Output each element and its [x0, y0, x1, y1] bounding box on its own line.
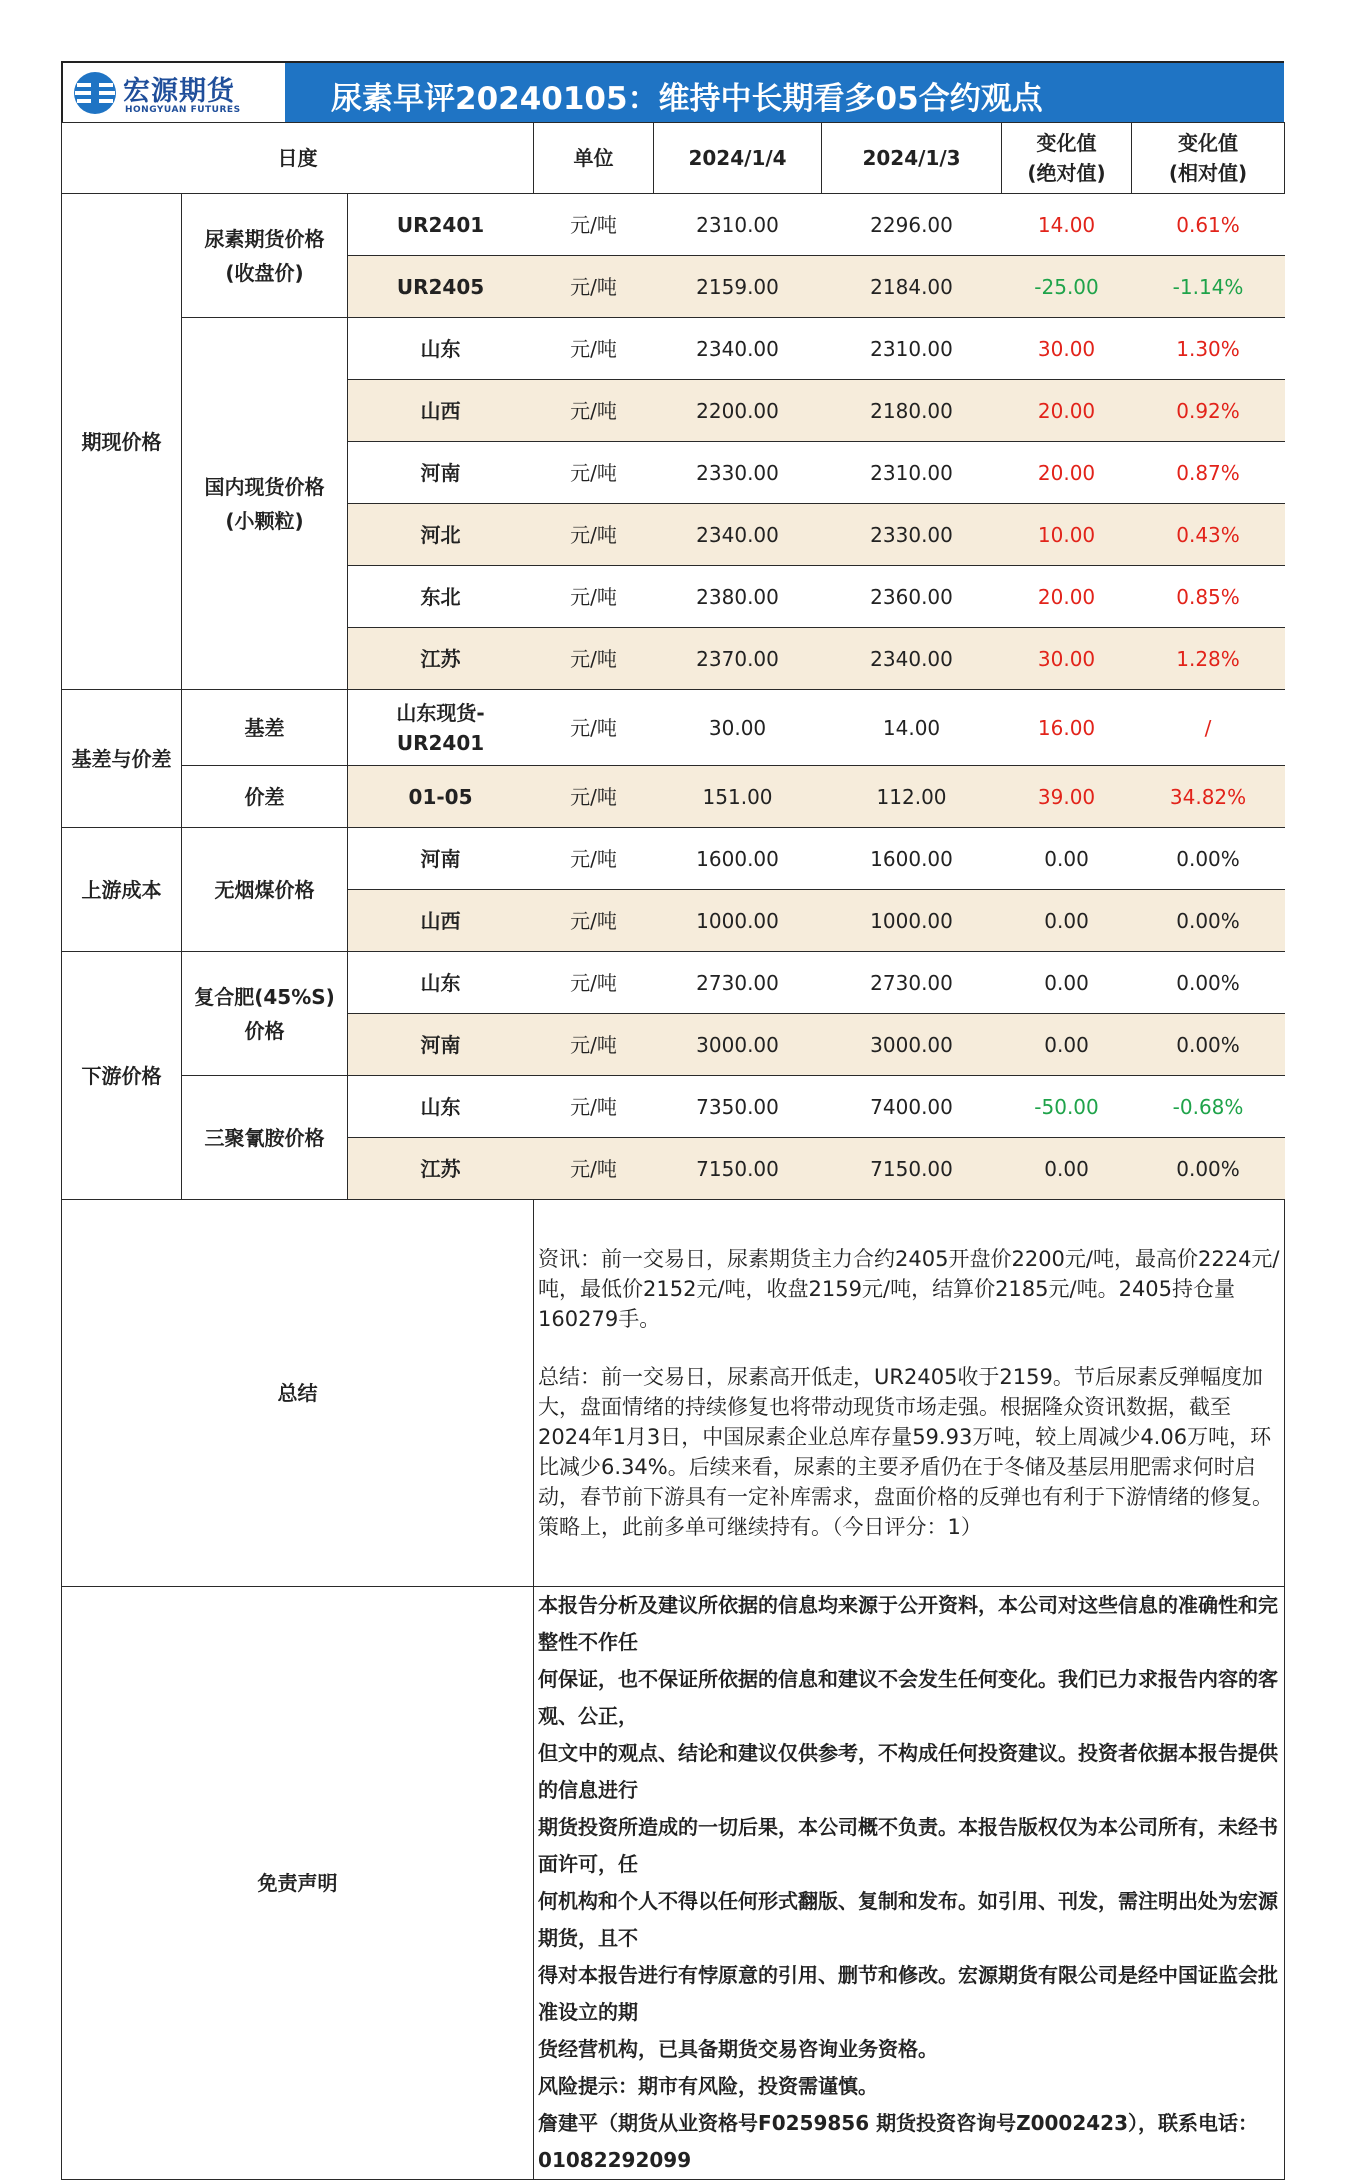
row-unit: 元/吨: [534, 318, 654, 380]
row-value-2: 2296.00: [822, 194, 1002, 256]
row-value-2: 2360.00: [822, 566, 1002, 628]
row-item: 东北: [348, 566, 534, 628]
row-value-1: 2380.00: [654, 566, 822, 628]
row-change-rel: /: [1132, 690, 1285, 766]
row-unit: 元/吨: [534, 1076, 654, 1138]
row-value-1: 3000.00: [654, 1014, 822, 1076]
summary-label: 总结: [62, 1200, 534, 1587]
row-change-rel: 34.82%: [1132, 766, 1285, 828]
disclaimer-line: 詹建平（期货从业资格号F0259856 期货投资咨询号Z0002423），联系电话：01082292099: [538, 2111, 1258, 2172]
summary-row: [62, 1200, 1285, 1587]
row-value-1: 2159.00: [654, 256, 822, 318]
disclaimer-line: 本报告分析及建议所依据的信息均来源于公开资料，本公司对这些信息的准确性和完整性不作任: [538, 1593, 1279, 1654]
row-change-abs: 20.00: [1002, 380, 1132, 442]
row-change-abs: -50.00: [1002, 1076, 1132, 1138]
col-date-1: 2024/1/4: [654, 123, 822, 194]
row-item: 河南: [348, 1014, 534, 1076]
col-date: 日度: [62, 123, 534, 194]
row-change-abs: 30.00: [1002, 318, 1132, 380]
row-change-rel: 1.30%: [1132, 318, 1285, 380]
col-change-rel: 变化值 (相对值): [1132, 123, 1285, 194]
row-item: 山东现货- UR2401: [348, 690, 534, 766]
row-value-2: 2330.00: [822, 504, 1002, 566]
group-fert: 复合肥(45%S) 价格: [182, 952, 348, 1076]
group-spot: 国内现货价格 (小颗粒): [182, 318, 348, 690]
row-value-1: 151.00: [654, 766, 822, 828]
table-row: [62, 952, 1285, 1014]
table-row: [62, 690, 1285, 766]
disclaimer-line: 得对本报告进行有悖原意的引用、删节和修改。宏源期货有限公司是经中国证监会批准设立的期: [538, 1963, 1279, 2024]
row-item: 山东: [348, 952, 534, 1014]
table-row: [62, 766, 1285, 828]
group-spread: 价差: [182, 766, 348, 828]
row-unit: 元/吨: [534, 194, 654, 256]
row-unit: 元/吨: [534, 890, 654, 952]
row-item: 山东: [348, 318, 534, 380]
row-change-abs: 0.00: [1002, 890, 1132, 952]
row-change-rel: 0.92%: [1132, 380, 1285, 442]
row-change-abs: 14.00: [1002, 194, 1132, 256]
row-unit: 元/吨: [534, 828, 654, 890]
row-change-rel: -0.68%: [1132, 1076, 1285, 1138]
row-change-rel: 0.87%: [1132, 442, 1285, 504]
row-item: 山西: [348, 380, 534, 442]
row-item: 山西: [348, 890, 534, 952]
row-change-abs: 20.00: [1002, 566, 1132, 628]
row-value-2: 2310.00: [822, 442, 1002, 504]
company-logo: [67, 67, 283, 121]
row-value-2: 1000.00: [822, 890, 1002, 952]
row-value-2: 1600.00: [822, 828, 1002, 890]
row-item: 01-05: [348, 766, 534, 828]
row-unit: 元/吨: [534, 504, 654, 566]
row-change-rel: 0.00%: [1132, 952, 1285, 1014]
col-unit: 单位: [534, 123, 654, 194]
section-basis: 基差与价差: [62, 690, 182, 828]
row-item: 江苏: [348, 628, 534, 690]
row-value-1: 1000.00: [654, 890, 822, 952]
row-change-abs: 0.00: [1002, 952, 1132, 1014]
summary-conclusion: 总结：前一交易日，尿素高开低走，UR2405收于2159。节后尿素反弹幅度加大，盘面情绪的持续修复也将带动现货市场走强。根据隆众资讯数据，截至2024年1月3日，中国尿素企业总库存量59.93万吨，较上周减少4.06万吨，环比减少6.34%。后续来看，尿素的主要矛盾仍在于冬储及基层用肥需求何时启动，春节前下游具有一定补库需求，盘面价格的反弹也有利于下游情绪的修复。策略上，此前多单可继续持有。（今日评分：1）: [538, 1365, 1274, 1539]
row-change-rel: 0.00%: [1132, 1014, 1285, 1076]
table-row: [62, 828, 1285, 890]
row-change-rel: 1.28%: [1132, 628, 1285, 690]
disclaimer-line: 期货投资所造成的一切后果，本公司概不负责。本报告版权仅为本公司所有，未经书面许可，任: [538, 1815, 1279, 1876]
row-change-abs: 30.00: [1002, 628, 1132, 690]
row-change-abs: 0.00: [1002, 828, 1132, 890]
header-bar: [61, 61, 1284, 123]
report-title: 尿素早评20240105：维持中长期看多05合约观点: [331, 81, 1043, 117]
row-value-2: 7400.00: [822, 1076, 1002, 1138]
row-value-2: 7150.00: [822, 1138, 1002, 1200]
row-item: 河北: [348, 504, 534, 566]
row-unit: 元/吨: [534, 690, 654, 766]
row-value-1: 2730.00: [654, 952, 822, 1014]
disclaimer-line: 何保证，也不保证所依据的信息和建议不会发生任何变化。我们已力求报告内容的客观、公正，: [538, 1667, 1279, 1728]
row-change-abs: -25.00: [1002, 256, 1132, 318]
row-value-2: 2730.00: [822, 952, 1002, 1014]
disclaimer-row: [62, 1587, 1285, 2180]
row-change-abs: 0.00: [1002, 1138, 1132, 1200]
row-unit: 元/吨: [534, 628, 654, 690]
row-change-rel: 0.00%: [1132, 890, 1285, 952]
row-change-abs: 0.00: [1002, 1014, 1132, 1076]
row-item: 山东: [348, 1076, 534, 1138]
section-downstream: 下游价格: [62, 952, 182, 1200]
row-value-1: 2200.00: [654, 380, 822, 442]
row-item: 河南: [348, 828, 534, 890]
disclaimer-label: 免责声明: [62, 1587, 534, 2180]
row-item: UR2401: [348, 194, 534, 256]
row-value-1: 2310.00: [654, 194, 822, 256]
group-basis: 基差: [182, 690, 348, 766]
row-value-2: 2184.00: [822, 256, 1002, 318]
header-row: [62, 123, 1285, 194]
group-coal: 无烟煤价格: [182, 828, 348, 952]
row-unit: 元/吨: [534, 442, 654, 504]
row-unit: 元/吨: [534, 766, 654, 828]
row-change-rel: -1.14%: [1132, 256, 1285, 318]
group-futures: 尿素期货价格 (收盘价): [182, 194, 348, 318]
group-melamine: 三聚氰胺价格: [182, 1076, 348, 1200]
row-change-rel: 0.00%: [1132, 828, 1285, 890]
row-unit: 元/吨: [534, 1014, 654, 1076]
row-value-2: 14.00: [822, 690, 1002, 766]
row-item: 河南: [348, 442, 534, 504]
summary-news: 资讯：前一交易日，尿素期货主力合约2405开盘价2200元/吨，最高价2224元/吨，最低价2152元/吨，收盘2159元/吨，结算价2185元/吨。2405持仓量160279手。: [538, 1247, 1280, 1331]
row-change-rel: 0.85%: [1132, 566, 1285, 628]
row-change-abs: 10.00: [1002, 504, 1132, 566]
row-value-2: 2340.00: [822, 628, 1002, 690]
disclaimer-line: 但文中的观点、结论和建议仅供参考，不构成任何投资建议。投资者依据本报告提供的信息进行: [538, 1741, 1279, 1802]
row-value-2: 112.00: [822, 766, 1002, 828]
col-change-abs: 变化值 (绝对值): [1002, 123, 1132, 194]
report-sheet: [61, 61, 1284, 2172]
row-value-1: 7150.00: [654, 1138, 822, 1200]
row-value-2: 2310.00: [822, 318, 1002, 380]
row-unit: 元/吨: [534, 1138, 654, 1200]
section-upstream: 上游成本: [62, 828, 182, 952]
col-date-2: 2024/1/3: [822, 123, 1002, 194]
logo-text-cn: 宏源期货: [123, 76, 235, 107]
row-item: 江苏: [348, 1138, 534, 1200]
row-value-1: 1600.00: [654, 828, 822, 890]
row-value-1: 7350.00: [654, 1076, 822, 1138]
logo-text-en: HONGYUAN FUTURES: [125, 105, 241, 115]
row-change-abs: 20.00: [1002, 442, 1132, 504]
disclaimer-text: [534, 1587, 1285, 2180]
row-value-1: 2330.00: [654, 442, 822, 504]
row-change-abs: 39.00: [1002, 766, 1132, 828]
table-row: [62, 318, 1285, 380]
row-value-2: 2180.00: [822, 380, 1002, 442]
row-unit: 元/吨: [534, 380, 654, 442]
row-change-rel: 0.61%: [1132, 194, 1285, 256]
table-row: [62, 1076, 1285, 1138]
row-unit: 元/吨: [534, 566, 654, 628]
row-item: UR2405: [348, 256, 534, 318]
row-unit: 元/吨: [534, 256, 654, 318]
disclaimer-line: 货经营机构，已具备期货交易咨询业务资格。: [538, 2037, 939, 2061]
hongyuan-logo-icon: [73, 71, 117, 115]
table-row: [62, 194, 1285, 256]
disclaimer-line: 风险提示：期市有风险，投资需谨慎。: [538, 2074, 879, 2098]
row-unit: 元/吨: [534, 952, 654, 1014]
row-value-1: 2340.00: [654, 504, 822, 566]
disclaimer-line: 何机构和个人不得以任何形式翻版、复制和发布。如引用、刊发，需注明出处为宏源期货，且不: [538, 1889, 1279, 1950]
row-change-rel: 0.43%: [1132, 504, 1285, 566]
row-value-1: 2340.00: [654, 318, 822, 380]
row-change-abs: 16.00: [1002, 690, 1132, 766]
row-value-1: 30.00: [654, 690, 822, 766]
section-price: 期现价格: [62, 194, 182, 690]
row-value-2: 3000.00: [822, 1014, 1002, 1076]
row-change-rel: 0.00%: [1132, 1138, 1285, 1200]
row-value-1: 2370.00: [654, 628, 822, 690]
price-table: [61, 122, 1285, 2180]
summary-text: [534, 1200, 1285, 1587]
